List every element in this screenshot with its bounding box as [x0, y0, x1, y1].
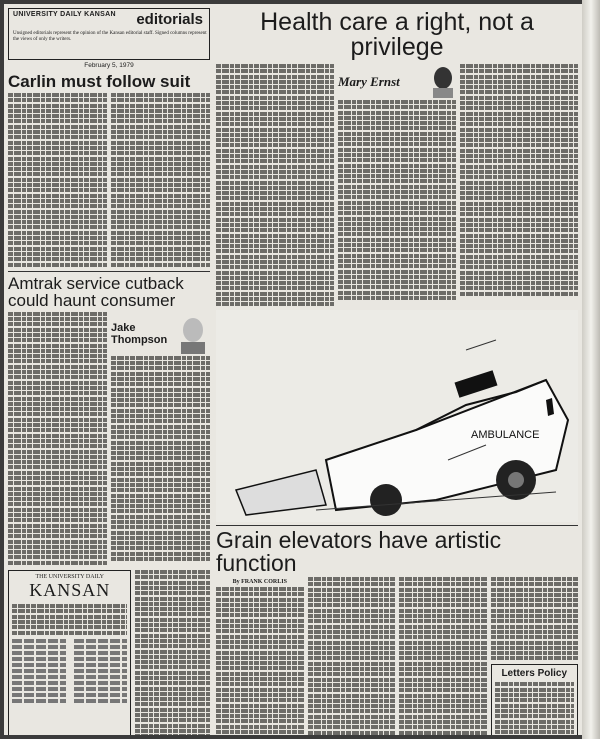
right-column [216, 8, 578, 735]
byline: By FRANK CORLIS [232, 579, 287, 585]
masthead-note: Unsigned editorials represent the opinion of the Kansan editorial staff. Signed columns represent the views of only the writers. [13, 31, 207, 42]
headline-carlin: Carlin must follow suit [8, 72, 191, 91]
page-edge [582, 0, 600, 739]
carlin-article [8, 93, 210, 268]
ambulance-cartoon [216, 310, 578, 522]
headline-grain: Grain elevators have artistic function [216, 527, 502, 576]
kansan-staff-box [8, 570, 131, 735]
columnist-portrait-icon [430, 66, 456, 98]
svg-text:AMBULANCE: AMBULANCE [471, 429, 540, 441]
headline-amtrak: Amtrak service cutback could haunt consumer [8, 273, 184, 310]
issue-date: February 5, 1979 [84, 62, 134, 69]
newspaper-page [4, 4, 582, 735]
masthead-title: editorials [136, 11, 203, 28]
masthead-university: UNIVERSITY DAILY KANSAN [13, 11, 116, 18]
letters-policy-box [491, 664, 579, 735]
grain-article [216, 577, 578, 735]
health-article [216, 64, 578, 312]
columnist-name: Jake Thompson [111, 321, 168, 346]
columnist-signature: Mary Ernst [338, 74, 400, 89]
editorial-masthead [8, 8, 210, 60]
left-column [8, 8, 210, 735]
amtrak-article [8, 312, 210, 566]
columnist-portrait-icon [176, 314, 210, 354]
kansan-box-title: KANSAN [29, 580, 111, 601]
kansan-section [8, 570, 210, 735]
kansan-box-top: THE UNIVERSITY DAILY [35, 574, 104, 581]
letters-policy-title: Letters Policy [501, 668, 568, 680]
headline-health: Health care a right, not a privilege [260, 8, 534, 61]
ambulance-illustration-icon [216, 310, 578, 522]
